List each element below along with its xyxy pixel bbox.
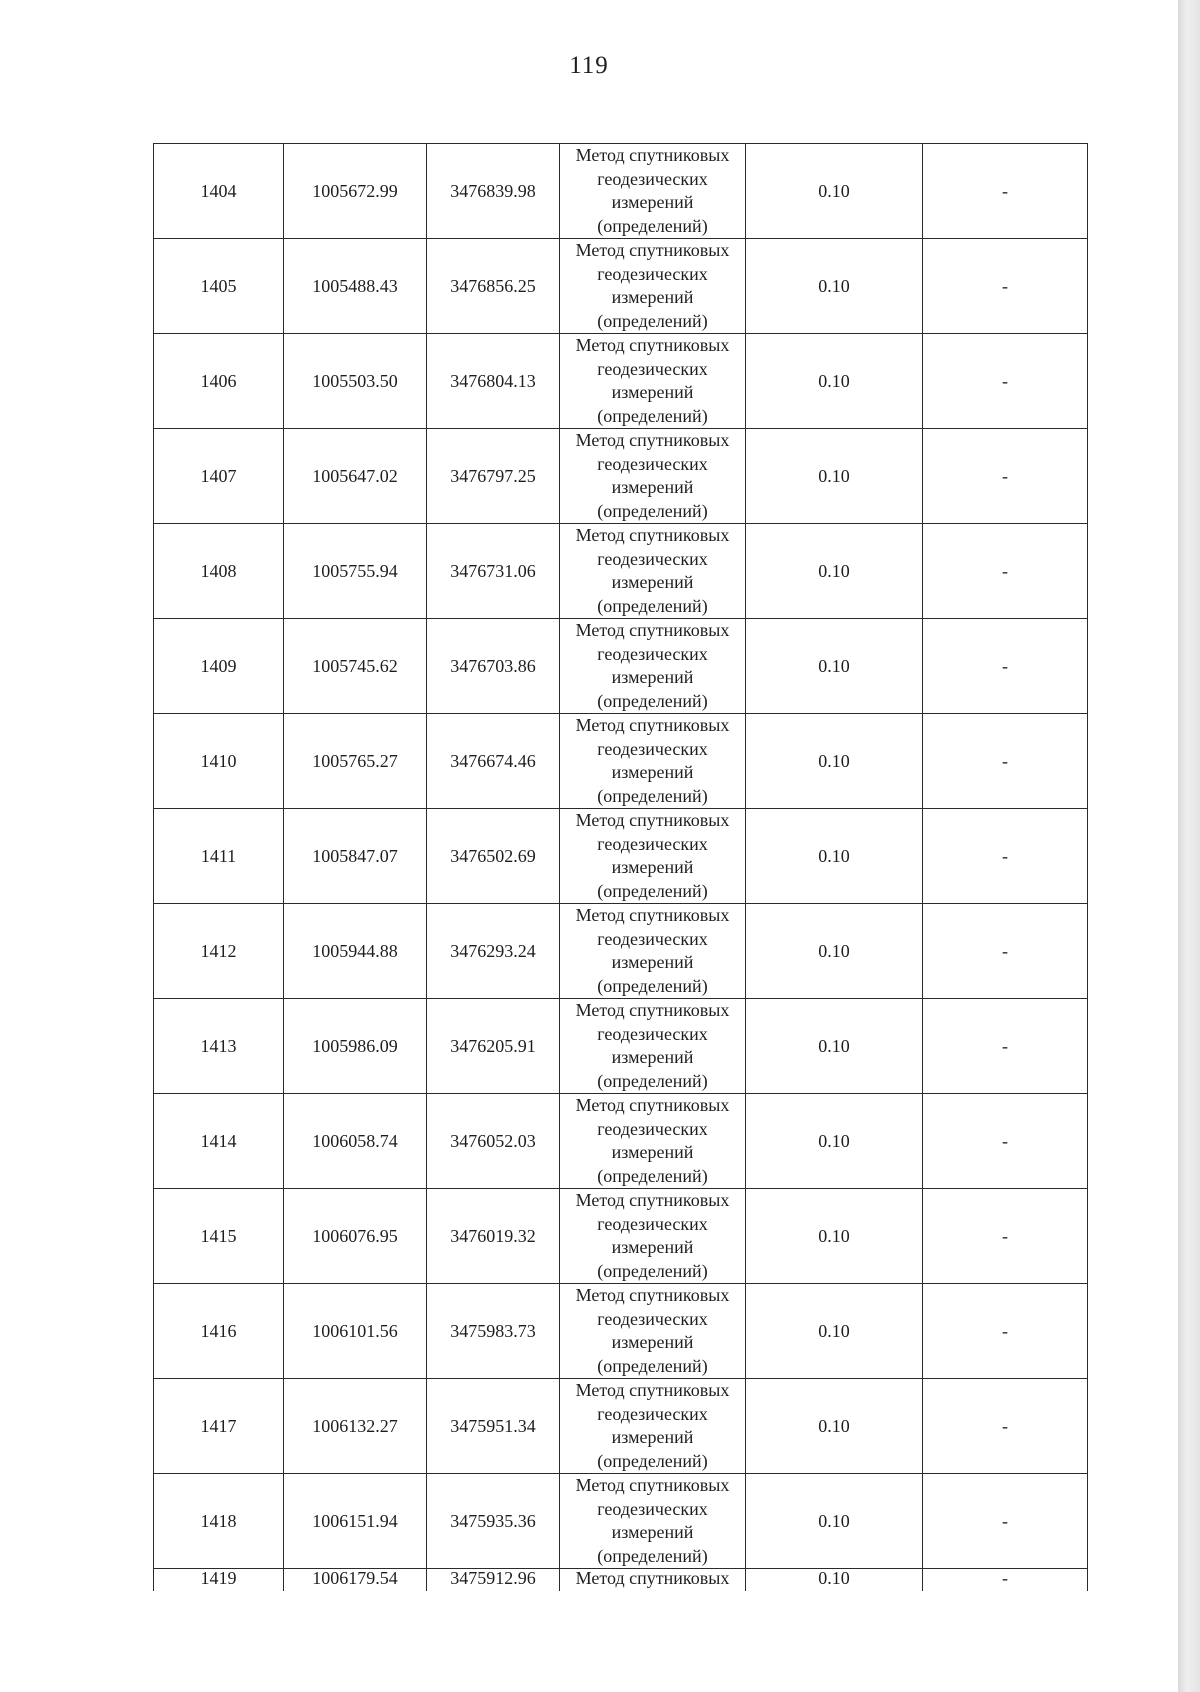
description-cell: - — [923, 999, 1088, 1094]
x-coordinate-cell: 1005647.02 — [284, 429, 427, 524]
method-line: Метод спутниковых — [575, 1380, 730, 1400]
description-cell: - — [923, 714, 1088, 809]
method-text — [564, 999, 741, 1093]
point-number-cell: 1418 — [154, 1474, 284, 1569]
point-number-cell: 1407 — [154, 429, 284, 524]
method-line: (определений) — [597, 595, 708, 616]
description-cell: - — [923, 1569, 1088, 1592]
accuracy-cell: 0.10 — [746, 144, 923, 239]
method-line: (определений) — [597, 500, 708, 521]
accuracy-cell: 0.10 — [746, 714, 923, 809]
table-row — [154, 524, 1088, 619]
method-line: геодезических — [597, 168, 708, 189]
y-coordinate-cell: 3475983.73 — [427, 1284, 560, 1379]
table-row — [154, 239, 1088, 334]
y-coordinate-cell: 3476804.13 — [427, 334, 560, 429]
method-line: геодезических — [597, 1213, 708, 1234]
table-row — [154, 904, 1088, 999]
description-cell: - — [923, 429, 1088, 524]
coordinates-table-body — [154, 144, 1088, 1592]
point-number-cell: 1416 — [154, 1284, 284, 1379]
table-row — [154, 1189, 1088, 1284]
method-cell — [560, 809, 746, 904]
table-row — [154, 144, 1088, 239]
method-line: измерений — [611, 1142, 694, 1162]
accuracy-cell: 0.10 — [746, 1379, 923, 1474]
description-cell: - — [923, 1284, 1088, 1379]
method-line: Метод спутниковых — [575, 905, 730, 925]
accuracy-cell: 0.10 — [746, 904, 923, 999]
y-coordinate-cell: 3476797.25 — [427, 429, 560, 524]
description-cell: - — [923, 524, 1088, 619]
method-line: геодезических — [597, 1403, 708, 1424]
x-coordinate-cell: 1005672.99 — [284, 144, 427, 239]
description-cell: - — [923, 1094, 1088, 1189]
method-line: Метод спутниковых — [575, 525, 730, 545]
method-cell — [560, 619, 746, 714]
description-cell: - — [923, 904, 1088, 999]
method-text — [564, 809, 741, 903]
method-cell — [560, 239, 746, 334]
method-cell — [560, 429, 746, 524]
method-line: измерений — [611, 667, 694, 687]
accuracy-cell: 0.10 — [746, 334, 923, 429]
accuracy-cell: 0.10 — [746, 1094, 923, 1189]
x-coordinate-cell: 1005944.88 — [284, 904, 427, 999]
method-line: (определений) — [597, 1260, 708, 1281]
point-number-cell: 1412 — [154, 904, 284, 999]
table-row — [154, 334, 1088, 429]
method-line: измерений — [611, 1427, 694, 1447]
method-line: геодезических — [597, 1023, 708, 1044]
method-line: (определений) — [597, 975, 708, 996]
scan-edge-shadow — [1178, 0, 1200, 1692]
x-coordinate-cell: 1005488.43 — [284, 239, 427, 334]
method-line: измерений — [611, 857, 694, 877]
method-line: (определений) — [597, 310, 708, 331]
y-coordinate-cell: 3475912.96 — [427, 1569, 560, 1592]
y-coordinate-cell: 3476052.03 — [427, 1094, 560, 1189]
method-line: (определений) — [597, 1165, 708, 1186]
method-cell — [560, 1474, 746, 1569]
method-cell — [560, 144, 746, 239]
table-row-partial — [154, 1569, 1088, 1592]
method-line: геодезических — [597, 1308, 708, 1329]
point-number-cell: 1419 — [154, 1569, 284, 1592]
y-coordinate-cell: 3476703.86 — [427, 619, 560, 714]
method-line: измерений — [611, 572, 694, 592]
x-coordinate-cell: 1006101.56 — [284, 1284, 427, 1379]
method-text — [564, 524, 741, 618]
x-coordinate-cell: 1006058.74 — [284, 1094, 427, 1189]
method-line: Метод спутниковых — [575, 1475, 730, 1495]
method-line: (определений) — [597, 880, 708, 901]
method-text — [564, 334, 741, 428]
method-text — [564, 144, 741, 238]
y-coordinate-cell: 3476839.98 — [427, 144, 560, 239]
method-line: (определений) — [597, 1545, 708, 1566]
y-coordinate-cell: 3476674.46 — [427, 714, 560, 809]
method-line: измерений — [611, 762, 694, 782]
method-line: Метод спутниковых — [575, 1190, 730, 1210]
point-number-cell: 1410 — [154, 714, 284, 809]
method-line: геодезических — [597, 738, 708, 759]
point-number-cell: 1409 — [154, 619, 284, 714]
method-line: (определений) — [597, 785, 708, 806]
method-cell — [560, 1094, 746, 1189]
accuracy-cell: 0.10 — [746, 1569, 923, 1592]
method-line: геодезических — [597, 548, 708, 569]
x-coordinate-cell: 1005503.50 — [284, 334, 427, 429]
method-text — [564, 619, 741, 713]
point-number-cell: 1405 — [154, 239, 284, 334]
method-cell — [560, 1284, 746, 1379]
method-cell — [560, 1379, 746, 1474]
method-line: геодезических — [597, 1498, 708, 1519]
method-line: измерений — [611, 192, 694, 212]
description-cell: - — [923, 1379, 1088, 1474]
x-coordinate-cell: 1006076.95 — [284, 1189, 427, 1284]
table-row — [154, 1094, 1088, 1189]
point-number-cell: 1408 — [154, 524, 284, 619]
table-row — [154, 1474, 1088, 1569]
coordinates-table — [153, 143, 1088, 1591]
y-coordinate-cell: 3475935.36 — [427, 1474, 560, 1569]
method-line: Метод спутниковых — [575, 335, 730, 355]
method-line: (определений) — [597, 1355, 708, 1376]
method-line: измерений — [611, 1047, 694, 1067]
method-line: геодезических — [597, 263, 708, 284]
method-line: измерений — [611, 1332, 694, 1352]
method-text — [564, 429, 741, 523]
y-coordinate-cell: 3476502.69 — [427, 809, 560, 904]
method-line: геодезических — [597, 833, 708, 854]
method-text — [564, 904, 741, 998]
accuracy-cell: 0.10 — [746, 619, 923, 714]
accuracy-cell: 0.10 — [746, 1474, 923, 1569]
method-line: Метод спутниковых — [575, 240, 730, 260]
method-line: измерений — [611, 287, 694, 307]
method-cell — [560, 714, 746, 809]
y-coordinate-cell: 3476293.24 — [427, 904, 560, 999]
page-number: 119 — [569, 52, 609, 79]
table-row — [154, 429, 1088, 524]
y-coordinate-cell: 3476205.91 — [427, 999, 560, 1094]
method-line: Метод спутниковых — [575, 1285, 730, 1305]
table-row — [154, 999, 1088, 1094]
y-coordinate-cell: 3475951.34 — [427, 1379, 560, 1474]
method-line: геодезических — [597, 1118, 708, 1139]
method-cell — [560, 524, 746, 619]
method-line: (определений) — [597, 690, 708, 711]
point-number-cell: 1406 — [154, 334, 284, 429]
description-cell: - — [923, 144, 1088, 239]
method-line: (определений) — [597, 1070, 708, 1091]
method-line: измерений — [611, 382, 694, 402]
description-cell: - — [923, 1474, 1088, 1569]
method-line: измерений — [611, 1237, 694, 1257]
method-line: Метод спутниковых — [575, 1095, 730, 1115]
method-text — [564, 1379, 741, 1473]
method-cell — [560, 904, 746, 999]
method-text — [564, 1474, 741, 1568]
y-coordinate-cell: 3476019.32 — [427, 1189, 560, 1284]
table-row — [154, 714, 1088, 809]
description-cell: - — [923, 334, 1088, 429]
y-coordinate-cell: 3476856.25 — [427, 239, 560, 334]
description-cell: - — [923, 809, 1088, 904]
x-coordinate-cell: 1005745.62 — [284, 619, 427, 714]
method-line: геодезических — [597, 453, 708, 474]
point-number-cell: 1415 — [154, 1189, 284, 1284]
method-line: измерений — [611, 477, 694, 497]
accuracy-cell: 0.10 — [746, 809, 923, 904]
method-line: геодезических — [597, 928, 708, 949]
accuracy-cell: 0.10 — [746, 239, 923, 334]
method-cell — [560, 999, 746, 1094]
method-line: Метод спутниковых — [575, 430, 730, 450]
accuracy-cell: 0.10 — [746, 1189, 923, 1284]
description-cell: - — [923, 1189, 1088, 1284]
method-text — [564, 714, 741, 808]
method-text — [564, 1094, 741, 1188]
method-line: измерений — [611, 1522, 694, 1542]
method-cell — [560, 334, 746, 429]
method-line: геодезических — [597, 358, 708, 379]
x-coordinate-cell: 1006179.54 — [284, 1569, 427, 1592]
point-number-cell: 1414 — [154, 1094, 284, 1189]
x-coordinate-cell: 1005765.27 — [284, 714, 427, 809]
table-row — [154, 619, 1088, 714]
method-line: измерений — [611, 952, 694, 972]
accuracy-cell: 0.10 — [746, 999, 923, 1094]
method-text — [564, 239, 741, 333]
description-cell: - — [923, 619, 1088, 714]
table-row — [154, 1379, 1088, 1474]
method-line: (определений) — [597, 405, 708, 426]
method-line: геодезических — [597, 643, 708, 664]
accuracy-cell: 0.10 — [746, 1284, 923, 1379]
table-row — [154, 1284, 1088, 1379]
x-coordinate-cell: 1006132.27 — [284, 1379, 427, 1474]
table-row — [154, 809, 1088, 904]
y-coordinate-cell: 3476731.06 — [427, 524, 560, 619]
method-line: Метод спутниковых — [575, 620, 730, 640]
method-line: (определений) — [597, 215, 708, 236]
point-number-cell: 1404 — [154, 144, 284, 239]
x-coordinate-cell: 1005755.94 — [284, 524, 427, 619]
x-coordinate-cell: 1006151.94 — [284, 1474, 427, 1569]
point-number-cell: 1411 — [154, 809, 284, 904]
method-text — [564, 1189, 741, 1283]
x-coordinate-cell: 1005986.09 — [284, 999, 427, 1094]
method-line: (определений) — [597, 1450, 708, 1471]
method-text — [564, 1284, 741, 1378]
method-line: Метод спутниковых — [575, 1000, 730, 1020]
point-number-cell: 1413 — [154, 999, 284, 1094]
method-line: Метод спутниковых — [575, 145, 730, 165]
method-cell — [560, 1189, 746, 1284]
method-line: Метод спутниковых — [575, 715, 730, 735]
accuracy-cell: 0.10 — [746, 524, 923, 619]
accuracy-cell: 0.10 — [746, 429, 923, 524]
description-cell: - — [923, 239, 1088, 334]
method-line: Метод спутниковых — [575, 810, 730, 830]
x-coordinate-cell: 1005847.07 — [284, 809, 427, 904]
point-number-cell: 1417 — [154, 1379, 284, 1474]
method-cell: Метод спутниковых — [560, 1569, 746, 1592]
